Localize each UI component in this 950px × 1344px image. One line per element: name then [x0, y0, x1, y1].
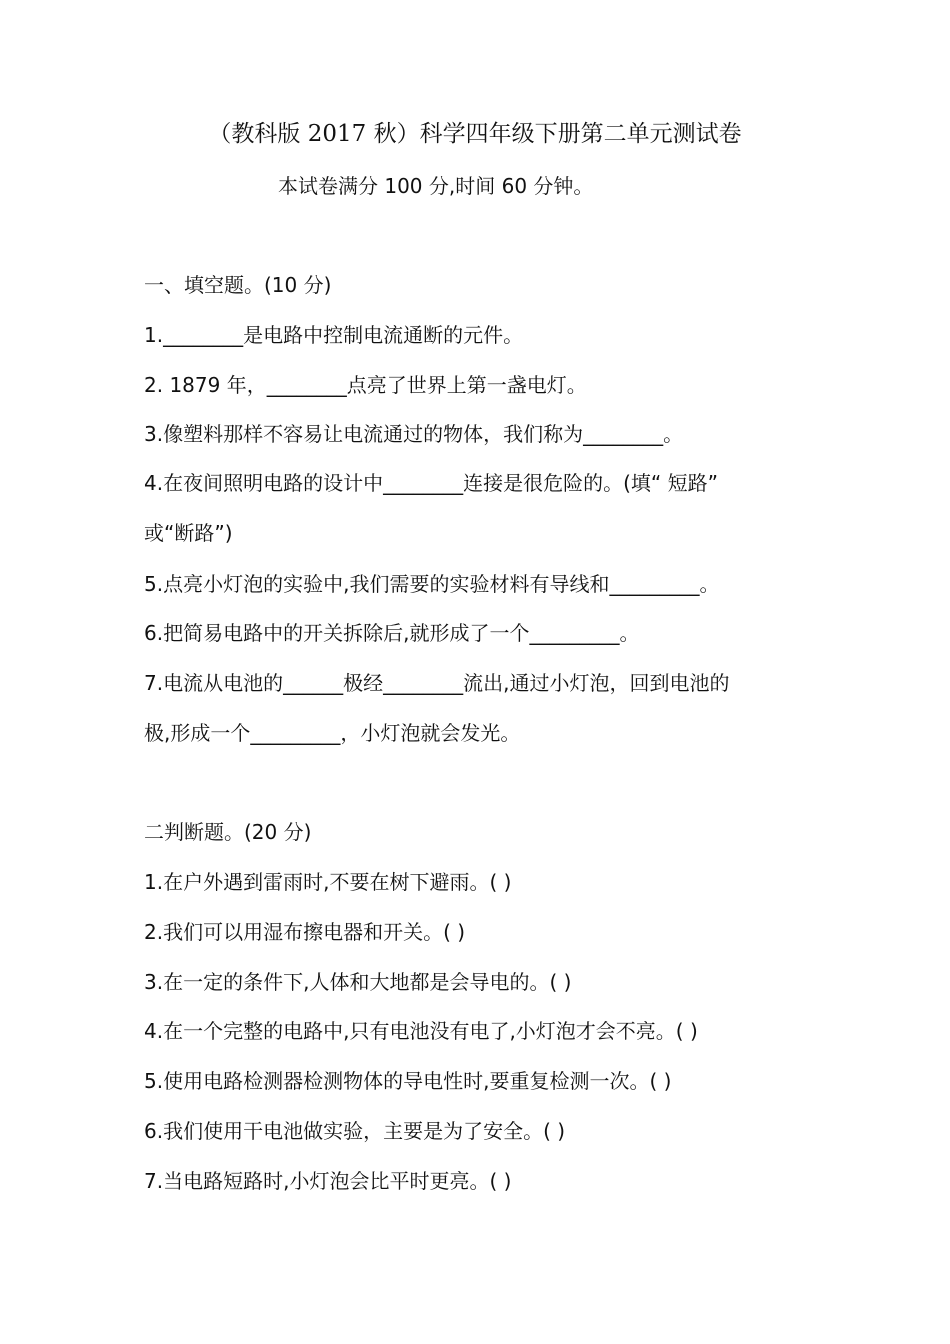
question-line: 7.电流从电池的______极经________流出,通过小灯泡，回到电池的: [144, 671, 730, 695]
question-line: 极,形成一个_________，小灯泡就会发光。: [144, 721, 521, 745]
question-line: 3.像塑料那样不容易让电流通过的物体，我们称为________。: [144, 422, 684, 446]
question-line: 4.在一个完整的电路中,只有电池没有电了,小灯泡才会不亮。( ): [144, 1019, 698, 1043]
question-line: 5.点亮小灯泡的实验中,我们需要的实验材料有导线和_________。: [144, 572, 720, 596]
question-line: 或“断路”): [144, 521, 233, 545]
question-line: 2. 1879 年，________点亮了世界上第一盏电灯。: [144, 373, 587, 397]
question-line: 7.当电路短路时,小灯泡会比平时更亮。( ): [144, 1169, 512, 1193]
question-line: 6.我们使用干电池做实验，主要是为了安全。( ): [144, 1119, 566, 1143]
question-line: 5.使用电路检测器检测物体的导电性时,要重复检测一次。( ): [144, 1069, 672, 1093]
question-line: 2.我们可以用湿布擦电器和开关。( ): [144, 920, 466, 944]
section-heading-true-false: 二判断题。(20 分): [144, 820, 312, 844]
question-line: 6.把简易电路中的开关拆除后,就形成了一个_________。: [144, 621, 640, 645]
question-line: 3.在一定的条件下,人体和大地都是会导电的。( ): [144, 970, 572, 994]
question-line: 4.在夜间照明电路的设计中________连接是很危险的。(填“ 短路”: [144, 471, 718, 495]
question-line: 1.在户外遇到雷雨时,不要在树下避雨。( ): [144, 870, 512, 894]
section-heading-fill-blank: 一、填空题。(10 分): [144, 273, 332, 297]
page-subtitle: 本试卷满分 100 分,时间 60 分钟。: [278, 174, 594, 198]
question-line: 1.________是电路中控制电流通断的元件。: [144, 323, 524, 347]
page-title: （教科版 2017 秋）科学四年级下册第二单元测试卷: [208, 121, 742, 147]
